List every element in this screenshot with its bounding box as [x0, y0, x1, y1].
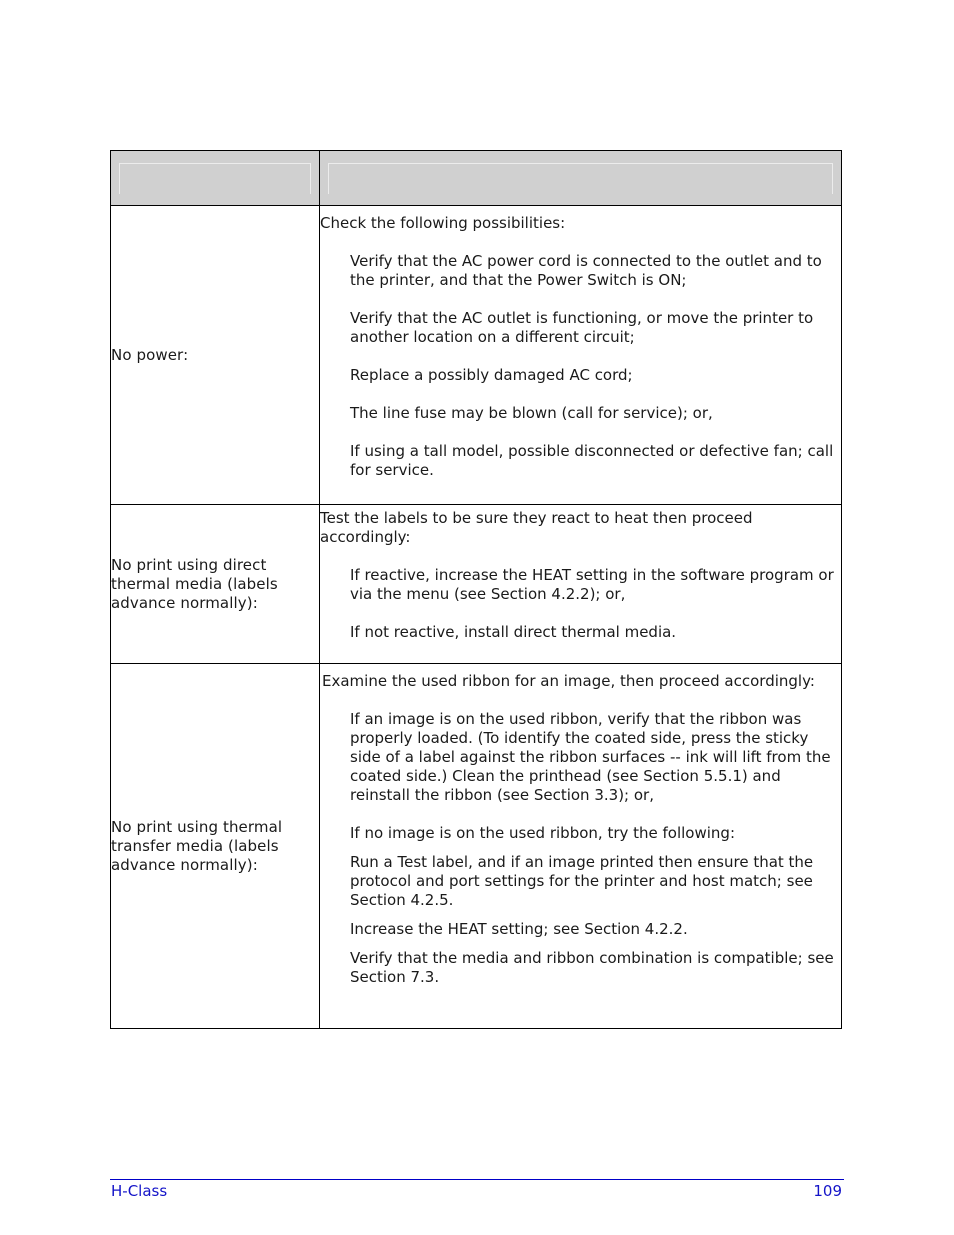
solution-cell — [320, 505, 842, 664]
header-cell-solution — [320, 151, 842, 206]
solution-cell — [320, 206, 842, 505]
header-cell-condition — [111, 151, 320, 206]
solution-intro: Check the following possibilities: — [320, 214, 566, 232]
solution-intro: Examine the used ribbon for an image, then proceed accordingly: — [322, 672, 815, 690]
table-row — [111, 206, 842, 505]
solution-item: Verify that the media and ribbon combination is compatible; see Section 7.3. — [350, 949, 834, 986]
solution-cell — [320, 664, 842, 1029]
solution-intro: Test the labels to be sure they react to heat then proceed accordingly: — [320, 509, 753, 546]
condition-cell: No print using thermal transfer media (labels advance normally): — [111, 664, 320, 1029]
solution-item: Verify that the AC power cord is connected to the outlet and to the printer, and that the Power Switch is ON; — [350, 252, 822, 289]
solution-item: If reactive, increase the HEAT setting in the software program or via the menu (see Section 4.2.2); or, — [350, 566, 834, 603]
table-row — [111, 505, 842, 664]
solution-item: If an image is on the used ribbon, verify that the ribbon was properly loaded. (To identify the coated side, press the sticky side of a label against the ribbon surfaces -- ink will lift from the coated side.) Clean the printhead (see Section 5.5.1) and reinstall the ribbon (see Section 3.3); or, — [350, 710, 831, 804]
table-header-row — [111, 151, 842, 206]
footer-product-name: H-Class — [111, 1182, 168, 1200]
footer-rule — [110, 1179, 844, 1180]
solution-item: Replace a possibly damaged AC cord; — [350, 366, 633, 384]
troubleshooting-table — [110, 150, 842, 1029]
condition-cell: No print using direct thermal media (labels advance normally): — [111, 505, 320, 664]
footer-page-number: 109 — [813, 1182, 842, 1200]
condition-cell: No power: — [111, 206, 320, 505]
solution-item: Run a Test label, and if an image printed then ensure that the protocol and port settings for the printer and host match; see Section 4.2.5. — [350, 853, 814, 909]
solution-item: If no image is on the used ribbon, try the following: — [350, 824, 736, 842]
solution-item: If not reactive, install direct thermal media. — [350, 623, 677, 641]
solution-item: The line fuse may be blown (call for service); or, — [350, 404, 713, 422]
solution-item: Increase the HEAT setting; see Section 4.2.2. — [350, 920, 688, 938]
table-row — [111, 664, 842, 1029]
solution-item: If using a tall model, possible disconnected or defective fan; call for service. — [350, 442, 834, 479]
solution-item: Verify that the AC outlet is functioning, or move the printer to another location on a different circuit; — [350, 309, 814, 346]
